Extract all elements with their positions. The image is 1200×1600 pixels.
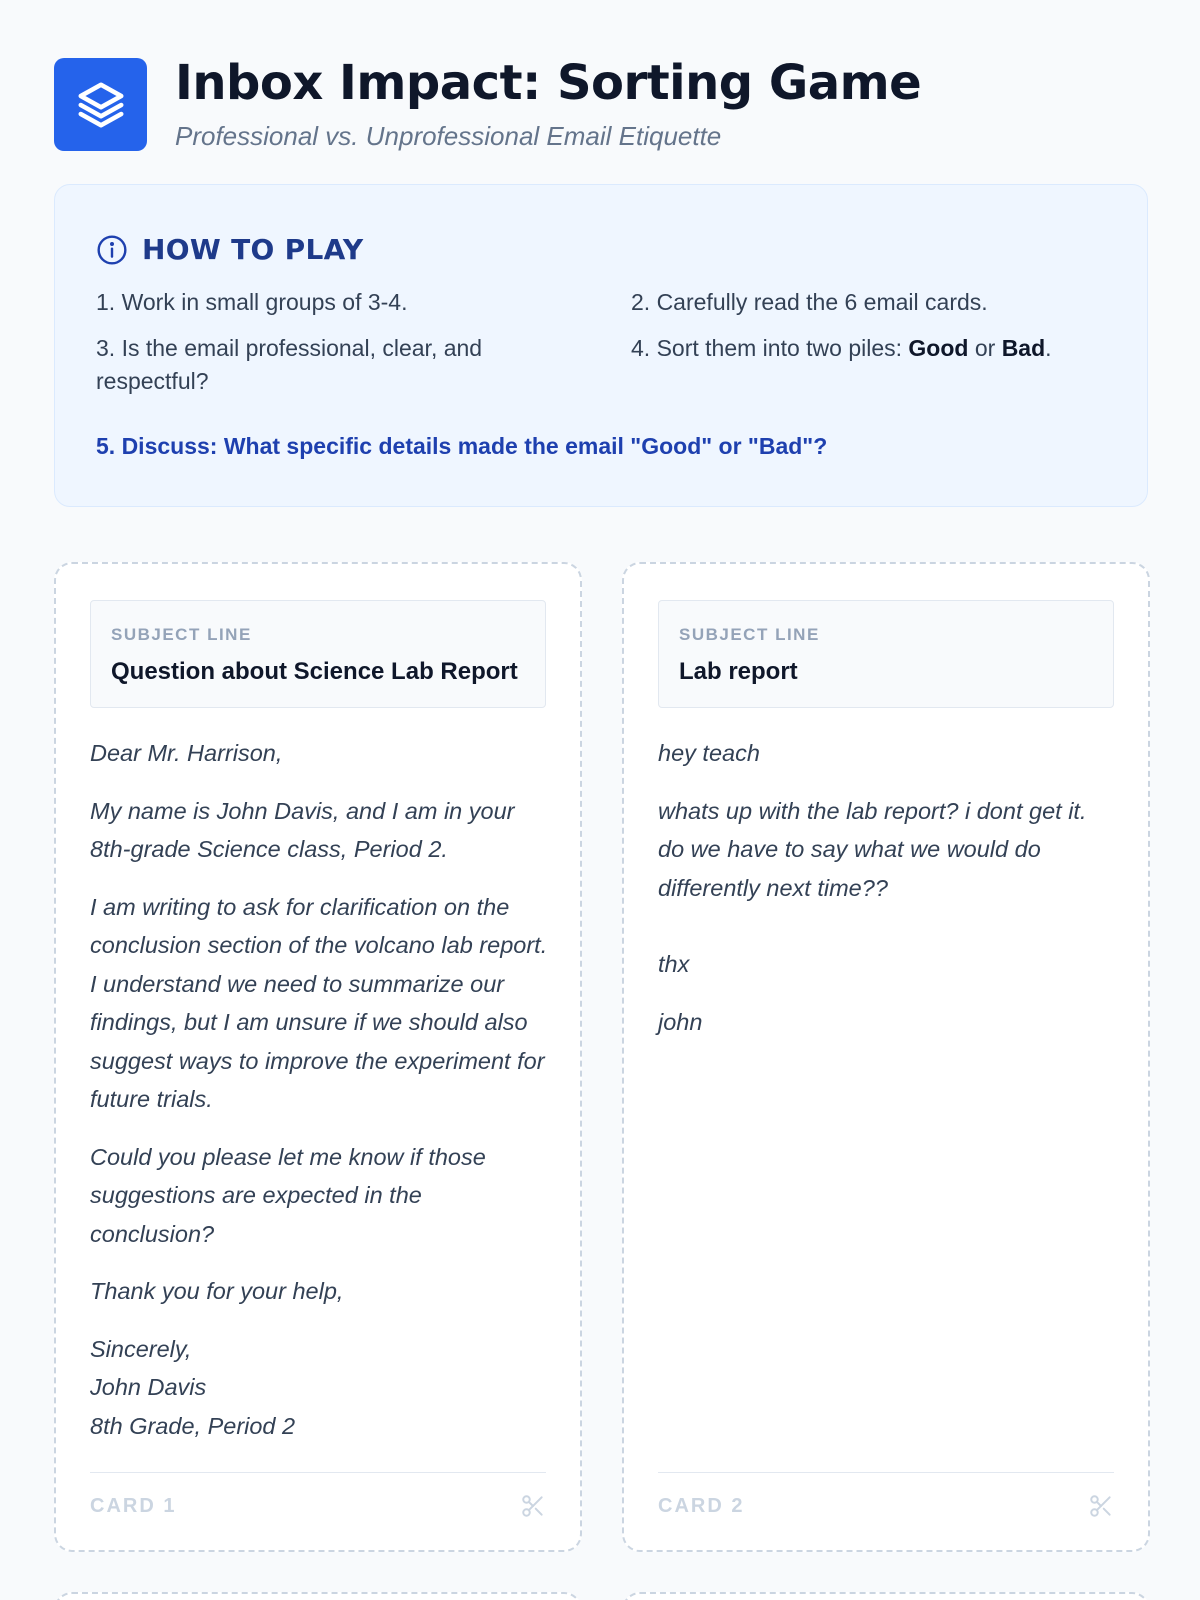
card-footer bbox=[658, 1472, 1114, 1517]
email-card-4[interactable] bbox=[622, 1592, 1150, 1600]
email-body bbox=[658, 734, 1118, 1060]
subject-line-text: Question about Science Lab Report bbox=[111, 658, 518, 685]
email-line: hey teach bbox=[658, 740, 760, 766]
email-signoff: Sincerely, John Davis 8th Grade, Period 2 bbox=[90, 1335, 296, 1439]
email-card-2[interactable] bbox=[622, 562, 1150, 1552]
subject-line-box bbox=[90, 600, 546, 708]
email-line: Could you please let me know if those suggestions are expected in the conclusion? bbox=[90, 1143, 486, 1247]
step-4: 4. Sort them into two piles: Good or Bad. bbox=[631, 335, 1052, 361]
email-line: I am writing to ask for clarification on the conclusion section of the volcano lab report. I understand we need to summarize our findings, but I am unsure if we should also suggest ways to improve the experiment for future trials. bbox=[90, 893, 548, 1112]
email-line: My name is John Davis, and I am in your 8th-grade Science class, Period 2. bbox=[90, 797, 515, 862]
page-header bbox=[54, 55, 922, 152]
info-icon bbox=[96, 234, 128, 266]
page-subtitle: Professional vs. Unprofessional Email Etiquette bbox=[175, 121, 722, 151]
page-title: Inbox Impact: Sorting Game bbox=[175, 55, 922, 111]
email-closing: thx bbox=[658, 951, 690, 977]
email-card-1[interactable] bbox=[54, 562, 582, 1552]
subject-line-label: SUBJECT LINE bbox=[679, 625, 820, 644]
email-line: Thank you for your help, bbox=[90, 1278, 344, 1304]
email-line: Dear Mr. Harrison, bbox=[90, 740, 283, 766]
step-2: 2. Carefully read the 6 email cards. bbox=[631, 289, 988, 315]
how-to-play-panel bbox=[54, 184, 1148, 507]
card-footer bbox=[90, 1472, 546, 1517]
email-line: whats up with the lab report? i dont get it. do we have to say what we would do differently next time?? bbox=[658, 797, 1087, 901]
bad-label: Bad bbox=[1001, 335, 1046, 361]
card-number: CARD 1 bbox=[90, 1495, 177, 1517]
subject-line-label: SUBJECT LINE bbox=[111, 625, 252, 644]
good-label: Good bbox=[908, 335, 969, 361]
email-closing: john bbox=[658, 1008, 703, 1035]
scissors-icon bbox=[520, 1493, 546, 1519]
email-card-3[interactable] bbox=[54, 1592, 582, 1600]
scissors-icon bbox=[1088, 1493, 1114, 1519]
email-body bbox=[90, 734, 550, 1464]
step-5: 5. Discuss: What specific details made the email "Good" or "Bad"? bbox=[96, 433, 828, 459]
step-1: 1. Work in small groups of 3-4. bbox=[96, 289, 408, 315]
layers-icon bbox=[54, 58, 147, 151]
card-number: CARD 2 bbox=[658, 1495, 745, 1517]
subject-line-box bbox=[658, 600, 1114, 708]
step-3: 3. Is the email professional, clear, and respectful? bbox=[96, 335, 483, 394]
subject-line-text: Lab report bbox=[679, 658, 798, 685]
how-to-play-title: HOW TO PLAY bbox=[142, 233, 364, 266]
